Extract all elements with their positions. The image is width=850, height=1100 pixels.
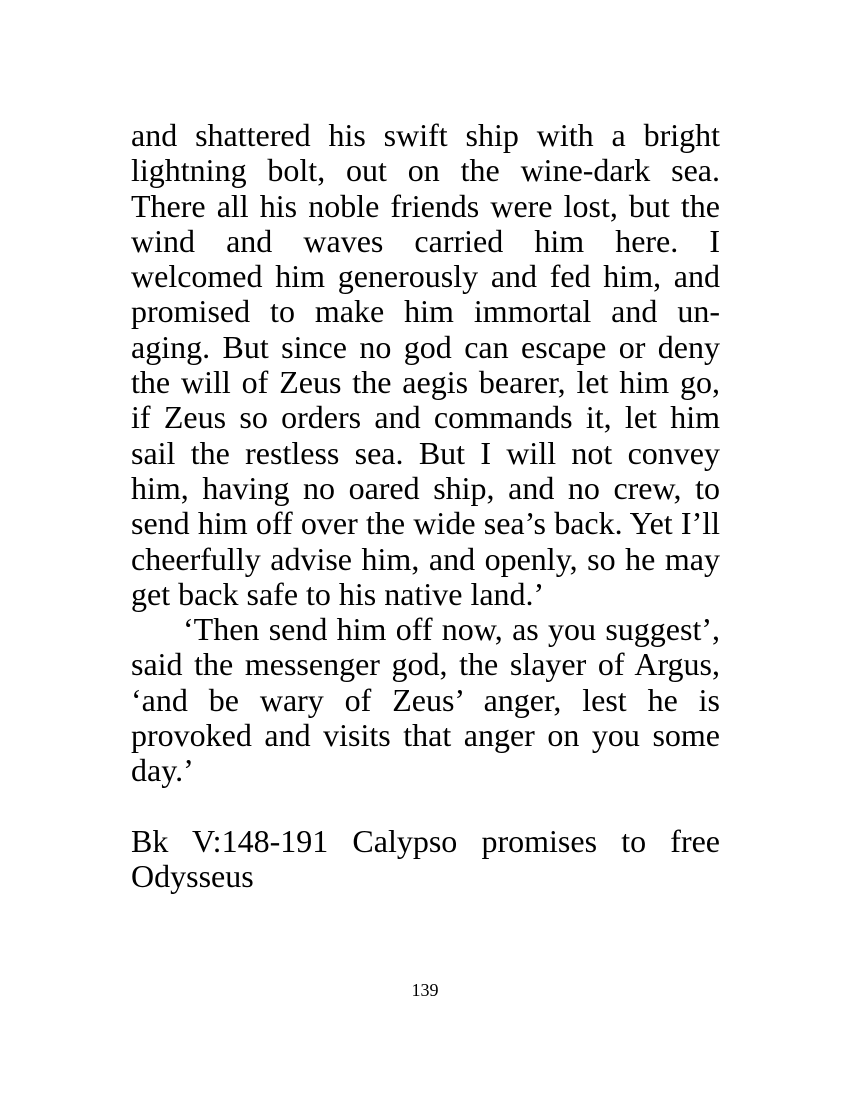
page-number: 139 [411,980,439,1000]
section-heading: Bk V:148-191 Calypso promises to free Odysseus [131,822,720,894]
paragraph-calypso-speech: and shattered his swift ship with a bright lightning bolt, out on the wine-dark sea. There all his noble friends were lost, but the wind and waves carried him here. I welcomed him generously and fed him, and promised to make him immortal and un-aging. But since no god can escape or deny the will of Zeus the aegis bearer, let him go, if Zeus so orders and commands it, let him sail the restless sea. But I will not convey him, having no oared ship, and no crew, to send him off over the wide sea’s back. Yet I’ll cheerfully advise him, and openly, so he may get back safe to his native land.’ [131,117,720,612]
paragraph-hermes-reply: ‘Then send him off now, as you suggest’, said the messenger god, the slayer of Argus, ‘and be wary of Zeus’ anger, lest he is provoked and visits that anger on you some day.’ [131,611,720,789]
page-body [131,118,720,894]
